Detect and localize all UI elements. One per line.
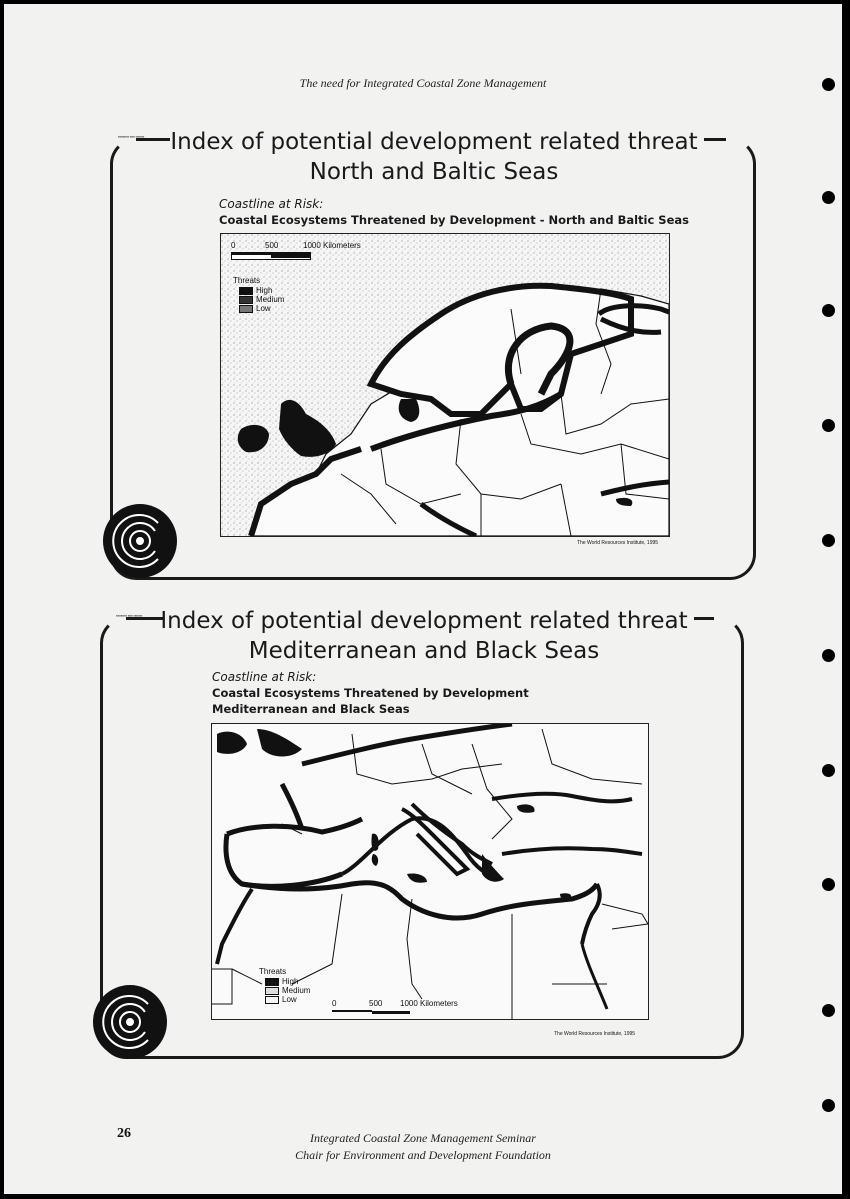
scale-bar — [332, 999, 472, 1014]
slide-title-line1: Index of potential development related threat — [170, 129, 698, 155]
slide-title-line1: Index of potential development related threat — [160, 608, 688, 634]
binder-hole-icon — [822, 878, 835, 891]
caption-bold-line2: Mediterranean and Black Seas — [212, 702, 410, 716]
footer-line1: Integrated Coastal Zone Management Seminar — [310, 1131, 536, 1145]
tiny-print: ▪▪▪▪▪▪▪▪▪ ▪▪▪▪ ▪▪▪▪▪▪▪ — [118, 134, 145, 139]
source-credit: The World Resources Institute, 1995 — [577, 540, 659, 546]
scale-tick-0: 0 — [231, 241, 236, 250]
caption-italic: Coastline at Risk: — [219, 197, 324, 211]
legend-title: Threats — [259, 967, 287, 976]
europe-north-map-graphic — [221, 234, 669, 536]
legend-swatch — [265, 996, 279, 1004]
running-head: The need for Integrated Coastal Zone Management — [299, 76, 547, 90]
legend-title: Threats — [233, 276, 261, 285]
legend-swatch — [265, 987, 279, 995]
map-mediterranean-black — [211, 723, 649, 1020]
scale-tick-1000: 1000 Kilometers — [303, 241, 361, 250]
slide-title — [154, 606, 694, 666]
slide-title-line2: North and Baltic Seas — [309, 159, 559, 185]
legend-item-high: High — [239, 286, 284, 295]
legend-item-medium: Medium — [239, 295, 284, 304]
map-caption — [212, 669, 529, 717]
binder-hole-icon — [822, 1099, 835, 1112]
scale-bar — [231, 241, 361, 260]
legend-swatch — [239, 287, 253, 295]
page-number: 26 — [117, 1126, 131, 1141]
legend-swatch — [265, 978, 279, 986]
source-credit: The World Resources Institute, 1995 — [554, 1031, 636, 1037]
binder-hole-icon — [822, 534, 835, 547]
slide-title — [164, 127, 704, 187]
binder-hole-icon — [822, 419, 835, 432]
map-legend — [233, 276, 284, 313]
foundation-logo-icon — [100, 501, 180, 581]
binder-hole-icon — [822, 1004, 835, 1017]
scale-tick-1000: 1000 Kilometers — [400, 999, 458, 1008]
binder-hole-icon — [822, 649, 835, 662]
tiny-print: ▪▪▪▪▪▪▪▪▪ ▪▪▪▪ ▪▪▪▪▪▪▪ — [116, 613, 143, 618]
binder-hole-icon — [822, 191, 835, 204]
binder-hole-icon — [822, 78, 835, 91]
caption-bold-line1: Coastal Ecosystems Threatened by Development — [212, 686, 529, 700]
map-caption — [219, 196, 689, 228]
legend-swatch — [239, 296, 253, 304]
legend-item-high: High — [265, 977, 310, 986]
binder-hole-icon — [822, 304, 835, 317]
binder-hole-icon — [822, 764, 835, 777]
scale-tick-500: 500 — [369, 999, 383, 1008]
footer-line2: Chair for Environment and Development Foundation — [295, 1148, 551, 1162]
slide-title-line2: Mediterranean and Black Seas — [248, 638, 600, 664]
scale-bar-graphic — [231, 252, 311, 260]
page-footer — [4, 1130, 842, 1164]
map-legend — [259, 967, 310, 1004]
foundation-logo-icon — [90, 982, 170, 1062]
frame-top-line — [694, 617, 714, 620]
scale-tick-0: 0 — [332, 999, 337, 1008]
legend-item-medium: Medium — [265, 986, 310, 995]
legend-item-low: Low — [239, 304, 284, 313]
legend-swatch — [239, 305, 253, 313]
frame-top-line — [704, 138, 726, 141]
scale-tick-500: 500 — [265, 241, 279, 250]
caption-bold: Coastal Ecosystems Threatened by Development - North and Baltic Seas — [219, 213, 689, 227]
scale-bar-graphic — [332, 1010, 410, 1014]
document-page — [4, 4, 842, 1194]
caption-italic: Coastline at Risk: — [212, 670, 317, 684]
map-north-baltic — [220, 233, 670, 537]
legend-item-low: Low — [265, 995, 310, 1004]
